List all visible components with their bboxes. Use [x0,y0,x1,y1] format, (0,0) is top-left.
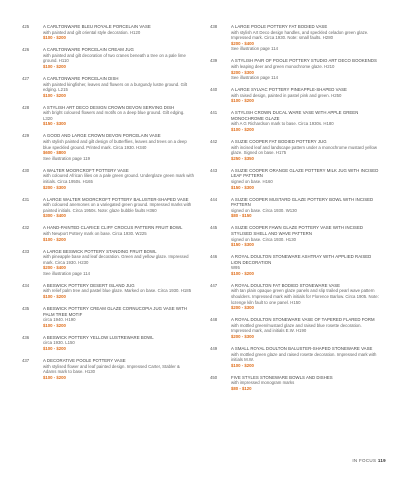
lot-desc: with mottled green glaze and raised rosette decoration. Impressed mark with initials M.W. [231,351,377,363]
lot-price: $300 - $400 [43,213,66,219]
lot-details [43,197,194,219]
lot-number: 436 [22,334,30,340]
lot-note: See illustration page 114 [231,46,278,52]
page-footer [352,458,386,463]
lot-details [231,139,382,161]
lot-number: 448 [210,317,218,323]
lot-details [231,254,382,276]
lot-entry [22,358,194,380]
lot-price: $80 - $120 [231,385,252,391]
lot-number: 450 [210,374,218,380]
lot-details [231,168,382,190]
lot-entry [22,306,194,328]
lot-details [231,346,382,368]
lot-desc: with painted kingfisher, leaves and flowers on a burgundy lustre ground. Gilt edging. L215 [43,81,188,93]
lot-entry [210,225,382,247]
lot-title: A HAND-PAINTED CLARICE CLIFF CROCUS PATTERN FRUIT BOWL [43,225,183,231]
lot-price: $80 - $150 [231,213,252,219]
lot-details [231,110,382,132]
lot-title: A LARGE POOLE POTTERY FAT BODIED VASE [231,24,328,29]
lot-entry [22,225,194,242]
footer-section: IN FOCUS [352,458,377,463]
lot-column-left [22,24,194,387]
lot-desc: W95 [231,265,240,271]
lot-number: 430 [22,167,30,173]
lot-number: 428 [22,104,30,110]
lot-desc: with stylised flower and leaf painted design. Impressed Carter, Stabler & Adams mark to base. H130 [43,363,180,375]
lot-entry [22,335,194,352]
lot-entry [22,197,194,219]
lot-number: 435 [22,306,30,312]
lot-title: A LARGE BESWICK POTTERY STANDING FRUIT BOWL [43,248,157,254]
lot-title: A CARLTONWARE PORCELAIN DISH [43,75,119,81]
lot-number: 447 [210,282,218,288]
lot-entry [22,283,194,300]
lot-price: $100 - $200 [43,322,66,328]
lot-desc: circa 1930. L150 [43,340,75,346]
lot-price: $200 - $300 [231,334,254,340]
lot-desc: with coloured anemones on a variegated green ground. Impressed marks with painted initials. Circa 1950s. Note: glaze bubble faults H360 [43,202,192,213]
lot-desc: with tan plain opaque green glaze panels and slip trailed pearl wave pattern shoulders. Impressed mark with initials for Florence Barlow. Circa 1905. Note: lozenge kiln fault to one panel. H150 [231,288,379,305]
lot-number: 438 [210,24,218,29]
lot-price: $150 - $300 [231,242,254,248]
lot-details [231,87,382,104]
lot-details [231,317,382,339]
lot-desc: with pineapple base and leaf decoration. Green and yellow glaze. Impressed mark. Circa 1930. H230 [43,254,189,265]
lot-desc: with stylish Art Deco design handles, and speckled celadon green glaze. Impressed mark. Circa 1930. Note: small faults. H280 [231,29,369,41]
lot-title: A SUZIE COOPER FAT BODIED POTTERY JUG [231,139,327,145]
lot-price: $100 - $200 [43,63,66,69]
lot-desc: with painted and gilt decoration of two cranes beneath a tree on a pale lime ground. H110 [43,52,186,64]
lot-desc: with Newport Pottery mark on base. Circa 1930. W225 [43,230,147,236]
lot-column-right [210,24,382,398]
lot-details [231,197,382,219]
lot-entry [22,47,194,69]
lot-number: 444 [210,196,218,202]
lot-details [43,24,194,41]
lot-entry [210,283,382,311]
lot-details [43,47,194,69]
lot-entry [22,76,194,98]
lot-number: 434 [22,282,30,288]
lot-desc: with painted and gilt oriental style decoration. H120 [43,29,141,35]
lot-title: A CARLTONWARE BLEU ROYALE PORCELAIN VASE [43,24,151,29]
lot-title: A LARGE SYLVAC POTTERY PINEAPPLE-SHAPED VASE [231,87,347,93]
lot-price: $150 - $300 [43,121,66,127]
lot-title: A DECORATIVE POOLE POTTERY VASE [43,358,126,363]
lot-details [231,58,382,80]
lot-price: $200 - $400 [231,40,254,46]
lot-desc: circa 1940. H190 [43,317,76,323]
lot-desc: with incised leaf and landscape pattern under a monochrome mustard yellow glaze. Signed on base. H175 [231,144,377,156]
lot-note: See illustration page 119 [43,155,90,161]
lot-price: $100 - $200 [231,270,254,276]
lot-desc: signed on base. Circa 1930. W130 [231,207,297,213]
lot-number: 433 [22,248,30,254]
lot-price: $200 - $300 [231,305,254,311]
lot-entry [22,133,194,161]
lot-number: 442 [210,139,218,145]
lot-title: A CARLTONWARE PORCELAIN CREAM JUG [43,47,134,53]
lot-number: 432 [22,225,30,231]
lot-number: 449 [210,346,218,352]
lot-details [43,358,194,380]
lot-title: A BESWICK POTTERY YELLOW LUSTREWARE BOWL [43,334,154,340]
lot-desc: with A G Richardson mark to base. Circa 1930s. H180 [231,121,334,127]
page-number: 119 [377,458,386,463]
lot-entry [22,24,194,41]
lot-number: 431 [22,196,30,202]
lot-title: A ROYAL DOULTON FAT BODIED STONEWARE VASE [231,282,341,288]
lot-number: 426 [22,47,30,53]
lot-title: A BESWICK POTTERY DESERT ISLAND JUG [43,282,135,288]
lot-title: A ROYAL DOULTON STONEWARE ASHTRAY WITH APPLIED RAISED LION DECORATION [231,254,372,265]
lot-price: $100 - $200 [231,127,254,133]
lot-title: A STYLISH CROWN DUCAL WARE VASE WITH APPLE GREEN MONOCHROME GLAZE [231,110,359,121]
lot-entry [22,105,194,127]
lot-title: A GOOD AND LARGE CROWN DEVON PORCELAIN VASE [43,133,161,139]
lot-entry [210,24,382,52]
lot-details [43,76,194,98]
lot-entry [210,254,382,276]
lot-price: $200 - $300 [43,184,66,190]
lot-title: A SUZIE COOPER ORANGE GLAZE POTTERY MILK JUG WITH INCISED LEAF PATTERN [231,167,379,179]
lot-desc: with stylish painted and gilt design of butterflies, leaves and trees on a deep blue speckled ground. Printed mark. Circa 1930. H340 [43,139,187,150]
lot-title: FIVE STYLES STONEWARE BOWLS AND DISHES [231,374,333,380]
lot-note: See illustration page 114 [231,75,278,81]
lot-price: $100 - $200 [43,35,66,41]
lot-title: A LARGE WALTER MOORCROFT POTTERY BALUSTER-SHAPED VASE [43,196,189,202]
lot-price: $100 - $200 [43,374,66,380]
lot-price: $600 - $800 [43,150,66,156]
lot-price: $150 - $300 [231,184,254,190]
lot-title: A STYLISH ART DECO DESIGN CROWN DEVON SERVING DISH [43,104,175,110]
lot-entry [210,317,382,339]
lot-desc: with raised design, painted in pastel pink and green. H250 [231,92,342,98]
lot-details [43,249,194,277]
lot-price: $100 - $200 [43,294,66,300]
lot-desc: with leaping deer and green monochrome glaze. H210 [231,63,335,69]
lot-title: A SUZIE COOPER MUSTARD GLAZE POTTERY BOWL WITH INCISED PATTERN [231,196,374,208]
lot-number: 446 [210,254,218,260]
lot-number: 437 [22,358,30,363]
lot-title: A SUZIE COOPER FAWN GLAZE POTTERY VASE WITH INCISED STYLISED SHELL AND WAVE PATTERN [231,225,364,236]
lot-number: 445 [210,225,218,231]
lot-details [43,225,194,242]
lot-entry [22,249,194,277]
lot-title: A WALTER MOORCROFT POTTERY VASE [43,167,129,173]
lot-entry [210,375,382,392]
lot-details [43,283,194,300]
lot-entry [210,87,382,104]
lot-entry [210,346,382,368]
lot-price: $200 - $400 [43,265,66,271]
lot-desc: with mottled green/mustard glaze and raised blue rosette decoration. Impressed mark, and initials E.W. H190 [231,322,362,334]
lot-price: $100 - $200 [43,92,66,98]
lot-title: A SMALL ROYAL DOULTON BALUSTER-SHAPED STONEWARE VASE [231,346,373,352]
lot-details [43,335,194,352]
lot-entry [210,139,382,161]
lot-desc: with coloured African lilies on a pale green ground. Underglaze green mark with initials. Circa 1950s. H165 [43,173,194,185]
lot-details [231,225,382,247]
lot-entry [210,168,382,190]
lot-details [231,24,382,52]
lot-desc: with relief palm tree and pastel blue glaze. Marked on base. Circa 1930. H185 [43,288,192,294]
lot-desc: signed on base. Circa 1930. H130 [231,236,296,242]
lot-entry [210,197,382,219]
lot-number: 427 [22,75,30,81]
lot-price: $200 - $300 [231,69,254,75]
lot-number: 443 [210,167,218,173]
lot-title: A BESWICK POTTERY CREAM GLAZE CORNUCOPIA JUG VASE WITH PALM TREE MOTIF [43,306,188,317]
lot-price: $100 - $200 [43,236,66,242]
lot-price: $100 - $200 [231,98,254,104]
lot-price: $100 - $200 [231,362,254,368]
lot-entry [210,110,382,132]
lot-number: 440 [210,87,218,93]
lot-number: 429 [22,133,30,139]
lot-number: 425 [22,24,30,29]
lot-desc: with bright coloured flowers and motifs on a deep blue ground. Gilt edging. L320 [43,110,185,121]
lot-details [43,168,194,190]
lot-entry [22,168,194,190]
lot-note: See illustration page 114 [43,270,90,276]
lot-title: A STYLISH PAIR OF POOLE POTTERY STUDIO ART DECO BOOKENDS [231,58,377,64]
lot-details [43,306,194,328]
lot-details [43,105,194,127]
lot-details [43,133,194,161]
lot-desc: signed on base. H160 [231,179,273,185]
lot-details [231,375,382,392]
lot-number: 441 [210,110,218,116]
lot-desc: with impressed monogram marks [231,380,295,386]
lot-details [231,283,382,311]
lot-entry [210,58,382,80]
lot-number: 439 [210,58,218,64]
lot-price: $250 - $350 [231,155,254,161]
lot-price: $100 - $200 [43,346,66,352]
lot-title: A ROYAL DOULTON STONEWARE VASE OF TAPERED FLARED FORM [231,317,375,323]
